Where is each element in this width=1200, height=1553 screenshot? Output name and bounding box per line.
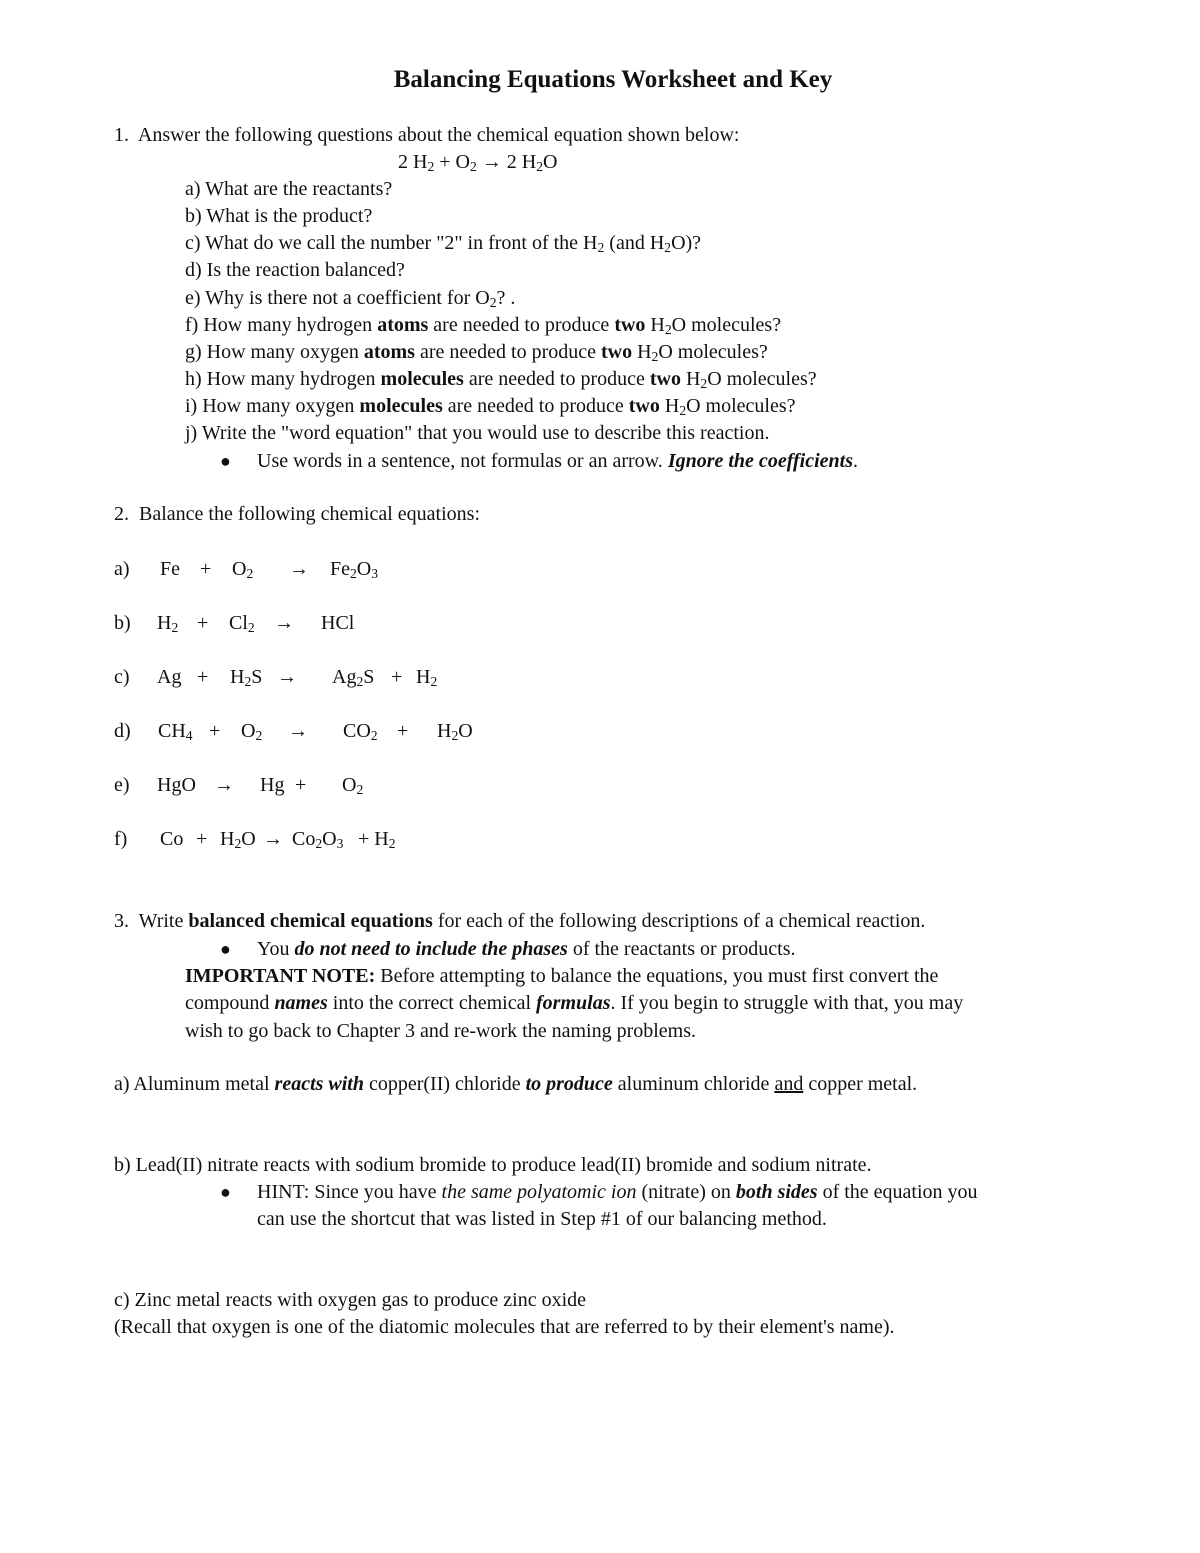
q3c-text: c) Zinc metal reacts with oxygen gas to produce zinc oxide: [114, 1289, 587, 1311]
q3-bullet-text: You do not need to include the phases of the reactants or products.: [257, 938, 796, 960]
q2e-equation: e) HgO → $Hg + O_2$: [114, 774, 364, 797]
q1h-text: h) How many hydrogen molecules are needed to produce two $H_2O$ molecules?: [185, 368, 817, 391]
q1-equation: 2 $H_2 + O_2 \to 2$ $H_2O$: [398, 151, 558, 174]
q3b-hint-line2: can use the shortcut that was listed in Step #1 of our balancing method.: [257, 1208, 827, 1230]
important-note-line2: compound names into the correct chemical formulas. If you begin to struggle with that, you may: [185, 992, 964, 1014]
q1a-text: a) What are the reactants?: [185, 178, 393, 200]
q2f-equation: f) $Co + H_2O \to Co_2O_3 + H_2$: [114, 828, 396, 851]
q1e-text: e) Why is there not a coefficient for $O_2$? .: [185, 287, 516, 310]
q2c-equation: c) $Ag + H_2S \to Ag_2S + H_2$: [114, 666, 438, 689]
q1d-text: d) Is the reaction balanced?: [185, 259, 405, 281]
q1f-text: f) How many hydrogen atoms are needed to produce two $H_2O$ molecules?: [185, 314, 782, 337]
page-title: Balancing Equations Worksheet and Key: [393, 66, 833, 93]
q3a-text: a) Aluminum metal reacts with copper(II) chloride to produce aluminum chloride and copper metal.: [114, 1073, 918, 1095]
q2-prompt: 2. Balance the following chemical equations:: [114, 503, 480, 525]
bullet-icon: ●: [220, 451, 231, 471]
q2a-equation: a) $Fe + O_2 \to Fe_2O_3$: [114, 558, 379, 581]
bullet-icon: ●: [220, 939, 231, 959]
q1-prompt: 1. Answer the following questions about the chemical equation shown below:: [114, 124, 740, 146]
q2d-equation: d) $CH_4 + O_2 \to CO_2 + H_2O$: [114, 720, 473, 743]
important-note-line3: wish to go back to Chapter 3 and re-work the naming problems.: [185, 1020, 696, 1042]
q1c-text: c) What do we call the number "2" in front of the $H_2$ (and $H_2O$)?: [185, 232, 702, 255]
q1j-text: j) Write the "word equation" that you would use to describe this reaction.: [185, 422, 770, 444]
q3b-text: b) Lead(II) nitrate reacts with sodium bromide to produce lead(II) bromide and sodium nitrate.: [114, 1154, 872, 1176]
important-note-line1: IMPORTANT NOTE: Before attempting to balance the equations, you must first convert the: [185, 965, 939, 987]
q1g-text: g) How many oxygen atoms are needed to produce two $H_2O$ molecules?: [185, 341, 768, 364]
bullet-icon: ●: [220, 1182, 231, 1202]
q1i-text: i) How many oxygen molecules are needed to produce two $H_2O$ molecules?: [185, 395, 796, 418]
q1-bullet-text: Use words in a sentence, not formulas or an arrow. Ignore the coefficients.: [257, 450, 858, 472]
q3b-hint-line1: HINT: Since you have the same polyatomic ion (nitrate) on both sides of the equation you: [257, 1181, 978, 1203]
q3c-note: (Recall that oxygen is one of the diatomic molecules that are referred to by their element's name).: [114, 1316, 895, 1338]
q3-prompt: 3. Write balanced chemical equations for each of the following descriptions of a chemical reaction.: [114, 910, 926, 932]
q1b-text: b) What is the product?: [185, 205, 373, 227]
q2b-equation: b) $H_2 + Cl_2$ → HCl: [114, 612, 355, 635]
